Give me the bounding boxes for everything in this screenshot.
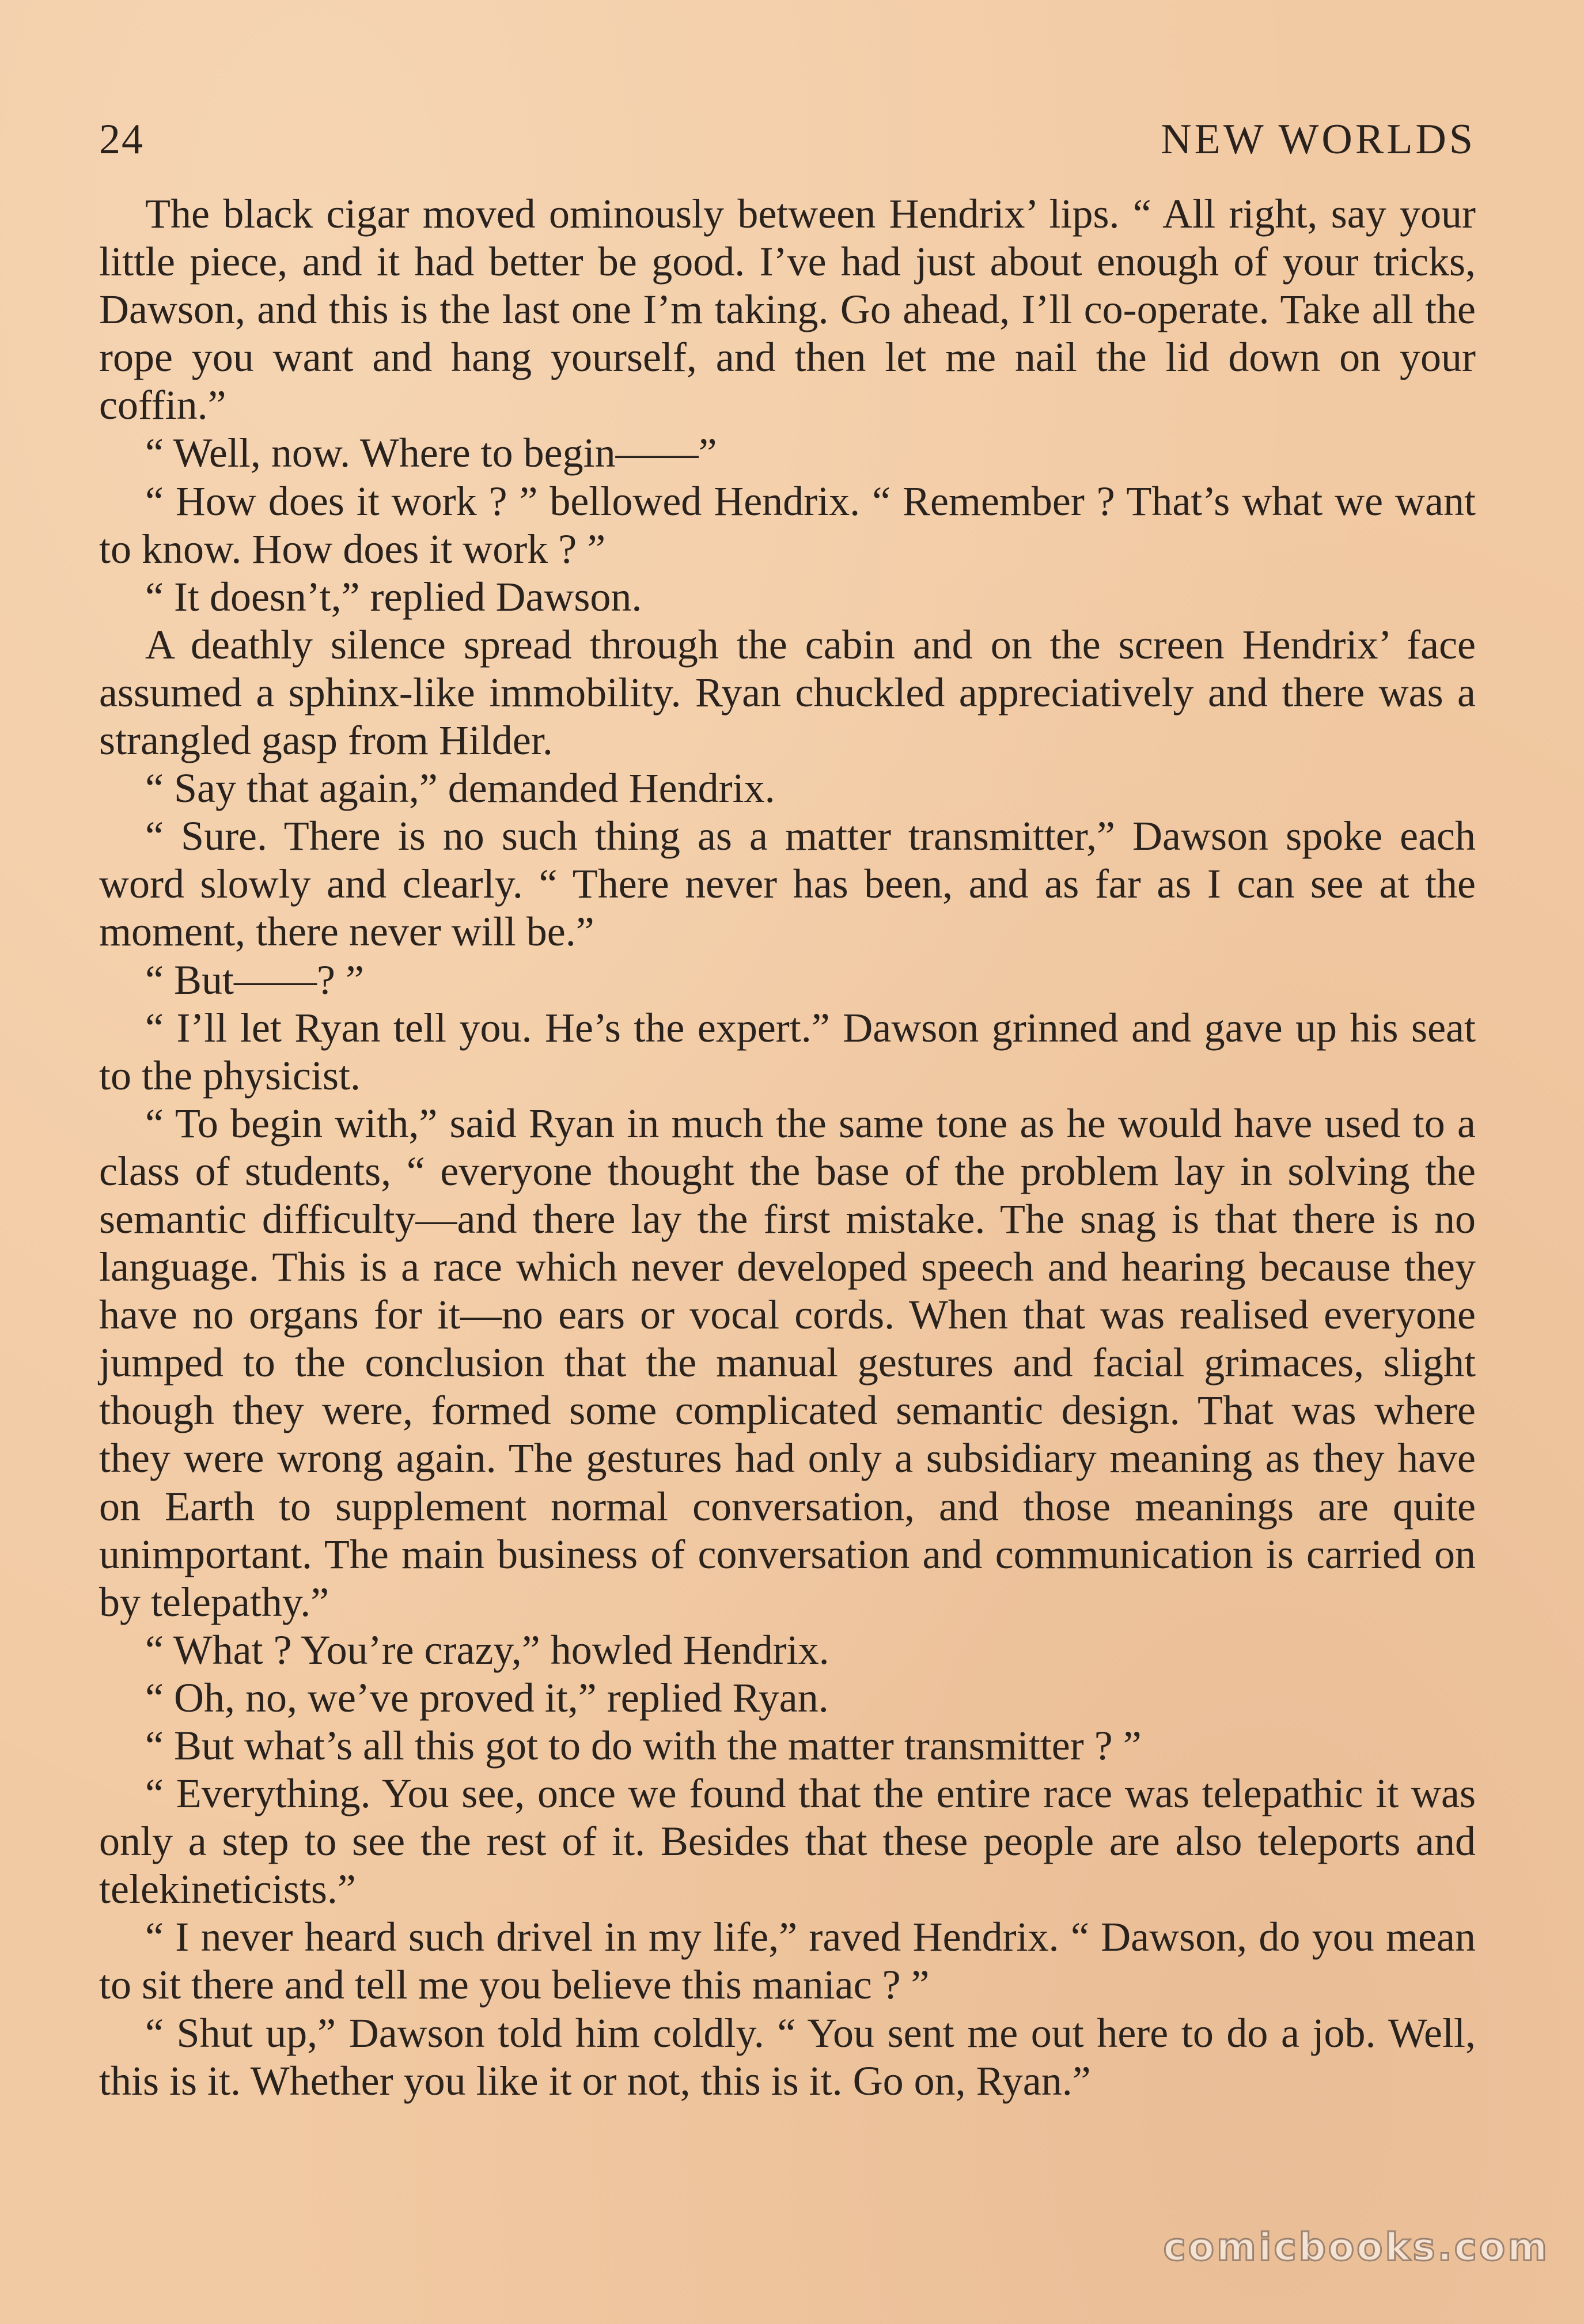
story-text: [99, 190, 1476, 2105]
page-header: [99, 101, 1476, 164]
paragraph: “ Oh, no, we’ve proved it,” replied Ryan.: [145, 1674, 829, 1721]
paragraph: A deathly silence spread through the cabin and on the screen Hendrix’ face assumed a sphinx-like immobility. Ryan chuckled appreciatively and there was a strangled gasp from Hilder.: [99, 621, 1476, 764]
page-number: 24: [99, 116, 144, 163]
paragraph: “ To begin with,” said Ryan in much the same tone as he would have used to a class of students, “ everyone thought the base of the problem lay in solving the semantic difficulty—and there lay the first mistake. The snag is that there is no language. This is a race which never developed speech and hearing because they have no organs for it—no ears or vocal cords. When that was realised everyone jumped to the conclusion that the manual gestures and facial grimaces, slight though they were, formed some complicated semantic design. That was where they were wrong again. The gestures had only a subsidiary meaning as they have on Earth to supplement normal conversation, and those meanings are quite unimportant. The main business of conversation and communication is carried on by telepathy.”: [99, 1100, 1476, 1625]
paragraph: “ Everything. You see, once we found that the entire race was telepathic it was only a step to see the rest of it. Besides that these people are also teleports and telekineticists.”: [99, 1770, 1476, 1913]
paragraph: The black cigar moved ominously between Hendrix’ lips. “ All right, say your little piece, and it had better be good. I’ve had just about enough of your tricks, Dawson, and this is the last one I’m taking. Go ahead, I’ll co-operate. Take all the rope you want and hang yourself, and then let me nail the lid down on your coffin.”: [99, 191, 1476, 429]
paragraph: “ But what’s all this got to do with the matter transmitter ? ”: [145, 1723, 1142, 1769]
paragraph: “ But——? ”: [145, 956, 364, 1003]
paragraph: “ It doesn’t,” replied Dawson.: [145, 573, 642, 620]
running-head: NEW WORLDS: [1161, 116, 1476, 163]
paragraph: “ I never heard such drivel in my life,” raved Hendrix. “ Dawson, do you mean to sit there and tell me you believe this maniac ? ”: [99, 1914, 1476, 2008]
paragraph: “ Say that again,” demanded Hendrix.: [145, 765, 775, 812]
paragraph: “ Sure. There is no such thing as a matter transmitter,” Dawson spoke each word slowly and clearly. “ There never has been, and as far as I can see at the moment, there never will be.”: [99, 813, 1476, 955]
paragraph: “ How does it work ? ” bellowed Hendrix. “ Remember ? That’s what we want to know. How does it work ? ”: [99, 478, 1476, 572]
watermark: comicbooks.com: [1163, 2225, 1549, 2269]
paragraph: “ Shut up,” Dawson told him coldly. “ You sent me out here to do a job. Well, this is it. Whether you like it or not, this is it. Go on, Ryan.”: [99, 2009, 1476, 2104]
paragraph: “ Well, now. Where to begin——”: [145, 430, 717, 476]
paragraph: “ What ? You’re crazy,” howled Hendrix.: [145, 1626, 829, 1673]
paragraph: “ I’ll let Ryan tell you. He’s the expert.” Dawson grinned and gave up his seat to the physicist.: [99, 1004, 1476, 1099]
